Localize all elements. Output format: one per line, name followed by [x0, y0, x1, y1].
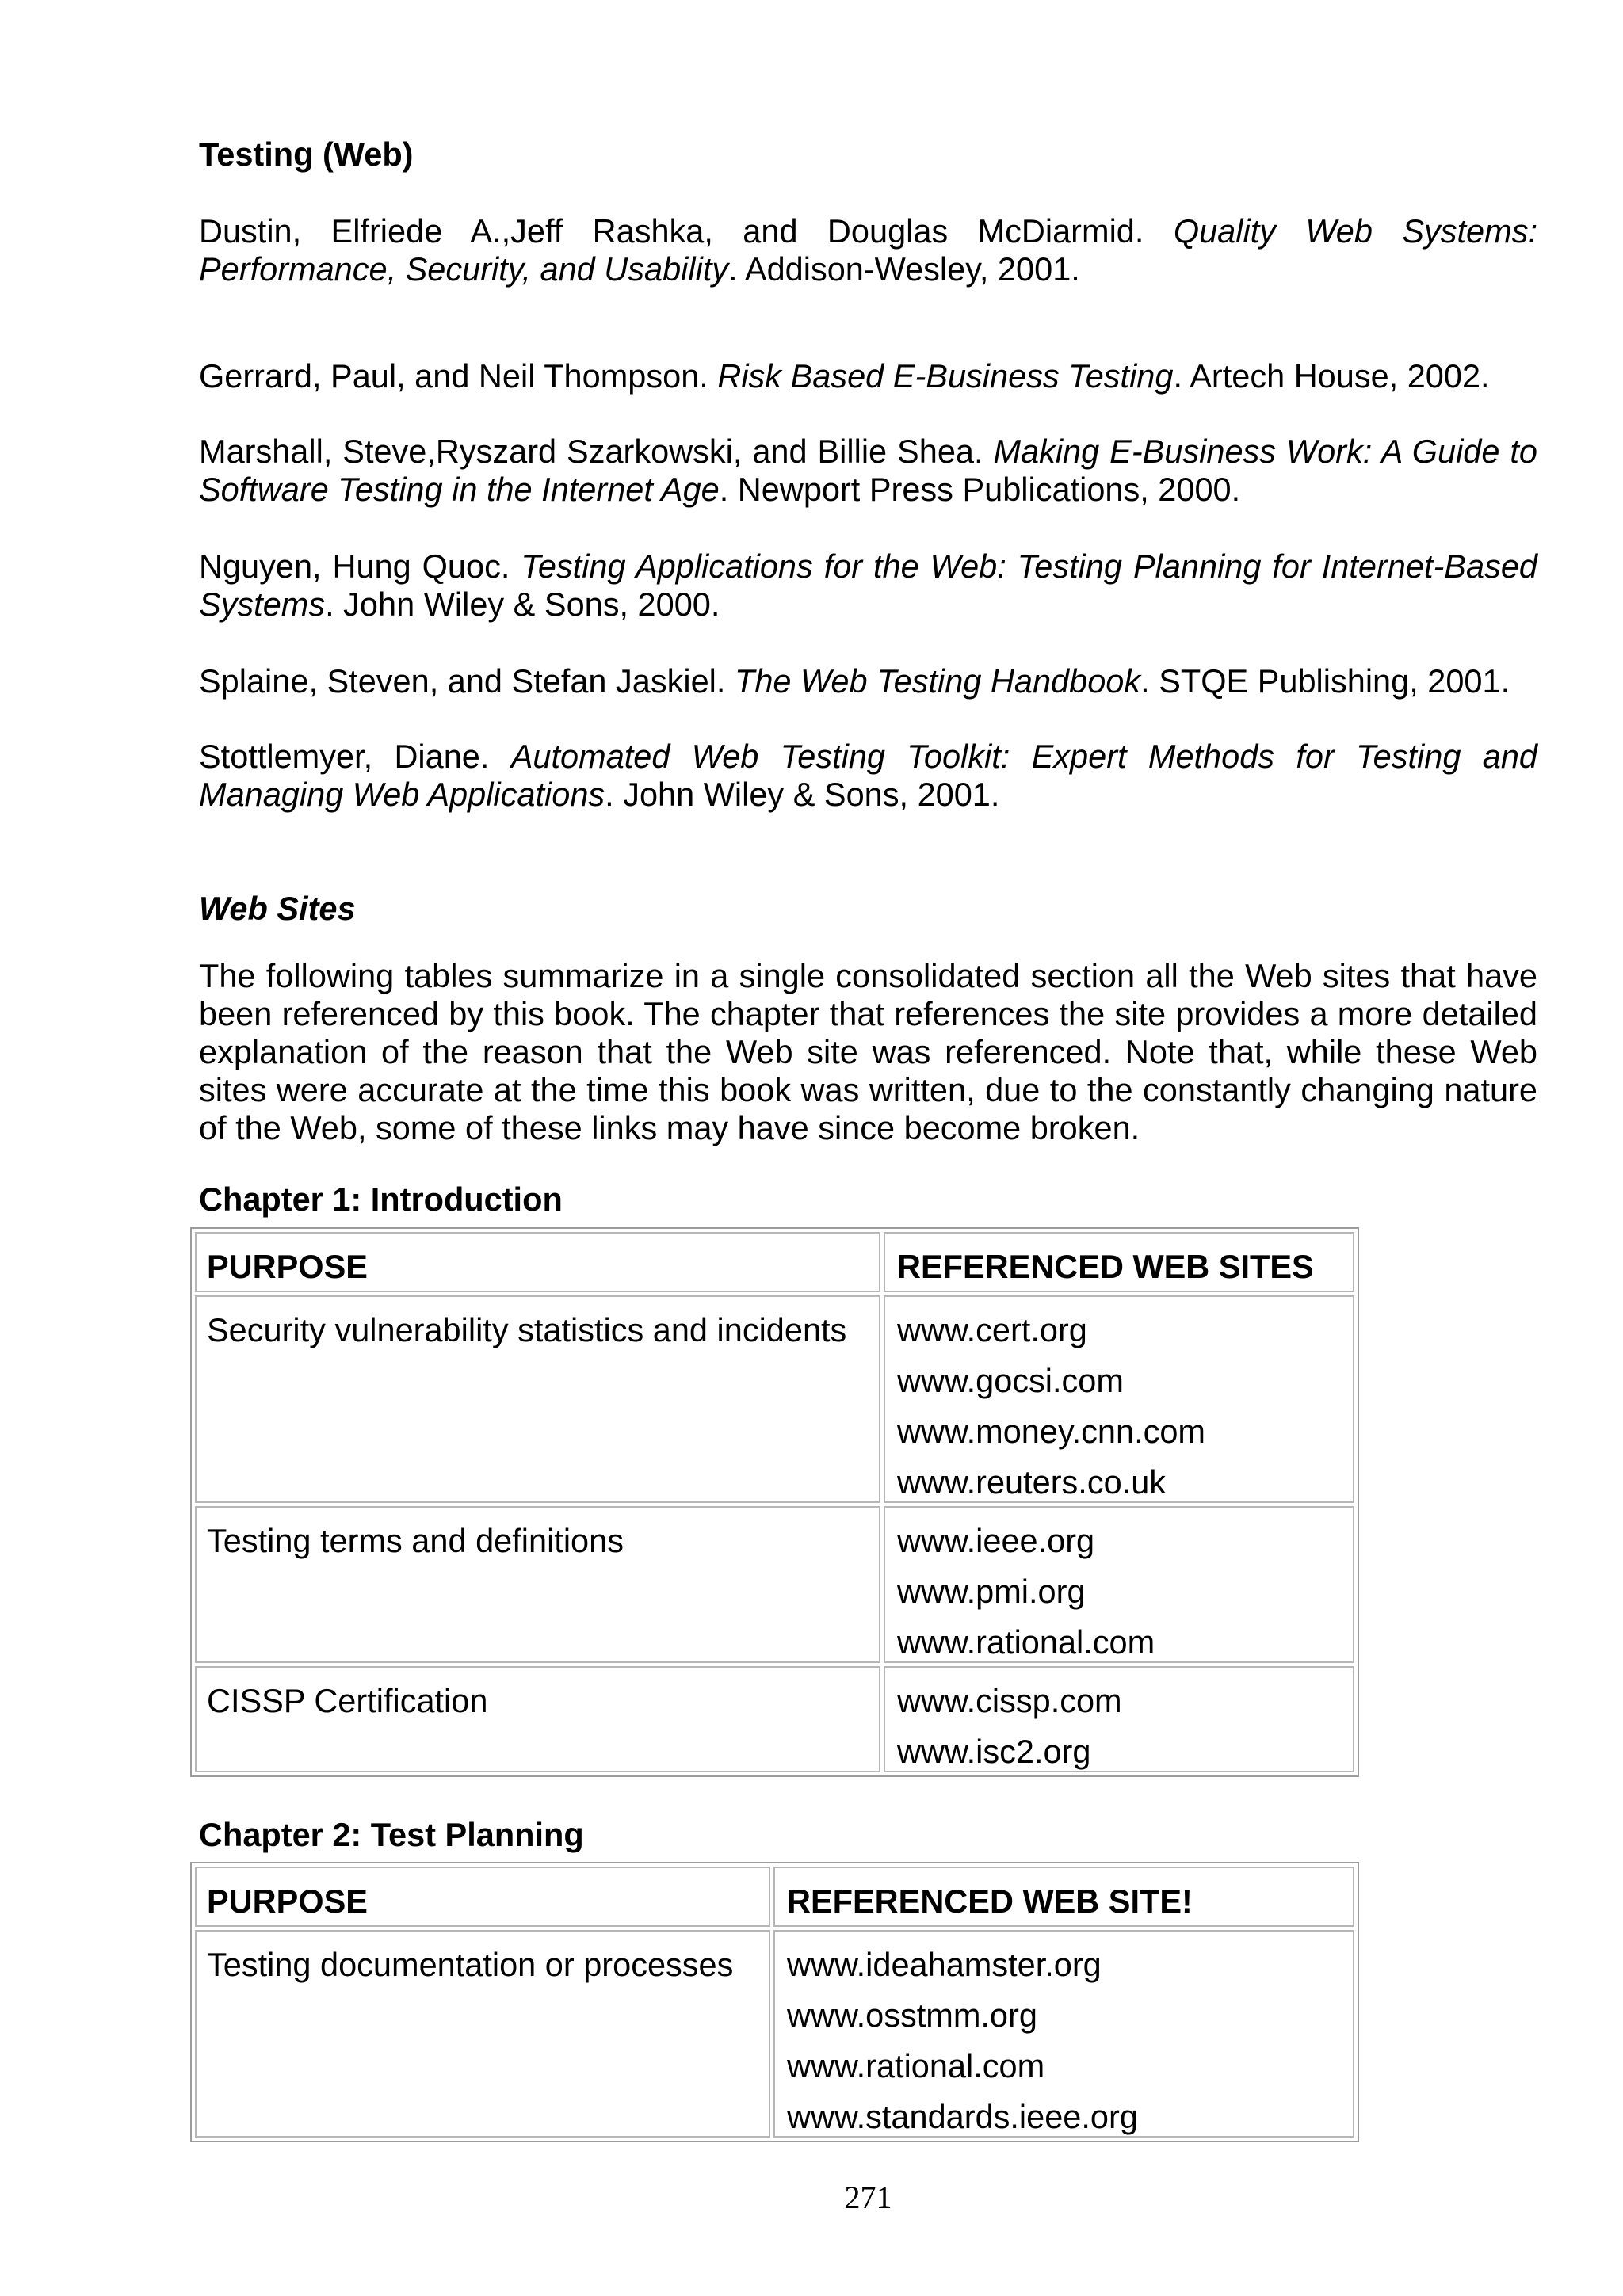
reference-title: Software Testing in the Internet Age — [199, 471, 720, 508]
purpose-cell — [195, 1506, 880, 1663]
reference-publisher: . Addison-Wesley, 2001. — [728, 250, 1080, 288]
column-header-label: PURPOSE — [207, 1248, 368, 1285]
chapter-heading: Chapter 1: Introduction — [199, 1180, 563, 1218]
site-url: www.gocsi.com — [897, 1362, 1124, 1399]
sites-cell — [884, 1506, 1354, 1663]
site-url: www.pmi.org — [897, 1573, 1086, 1610]
reference-line — [199, 471, 1537, 509]
site-url: www.ideahamster.org — [787, 1946, 1102, 1983]
table-row — [195, 1506, 1354, 1663]
sites-cell — [773, 1930, 1354, 2138]
column-header-label: PURPOSE — [207, 1882, 368, 1920]
reference-line — [199, 547, 1537, 585]
chapter-1-websites-table — [190, 1227, 1359, 1777]
intro-paragraph — [199, 957, 1537, 1147]
intro-paragraph-line: explanation of the reason that the Web site was referenced. Note that, while these Web — [199, 1033, 1537, 1070]
purpose-text: Testing documentation or processes — [207, 1946, 734, 1983]
column-header-label: REFERENCED WEB SITE! — [787, 1882, 1193, 1920]
reference-author: Dustin, Elfriede A.,Jeff Rashka, and Douglas McDiarmid. — [199, 212, 1144, 250]
reference-line — [199, 250, 1537, 288]
column-header-label: REFERENCED WEB SITES — [897, 1248, 1314, 1285]
reference-author: Marshall, Steve,Ryszard Szarkowski, and Billie Shea. — [199, 433, 983, 470]
reference-title: Testing Applications for the Web: Testing Planning for Internet-Based — [521, 547, 1537, 585]
sites-column-header — [884, 1232, 1354, 1292]
site-url: www.standards.ieee.org — [787, 2098, 1138, 2135]
purpose-column-header — [195, 1867, 770, 1927]
purpose-cell — [195, 1930, 770, 2138]
reference-title: Quality Web Systems: — [1173, 212, 1537, 250]
intro-paragraph-line: of the Web, some of these links may have since become broken. — [199, 1109, 1140, 1146]
reference-entry — [199, 662, 1537, 700]
site-url: www.cert.org — [897, 1311, 1087, 1348]
site-url: www.osstmm.org — [787, 1997, 1037, 2034]
reference-entry — [199, 738, 1537, 814]
table-header-row — [195, 1867, 1354, 1927]
table-row — [195, 1930, 1354, 2138]
reference-line — [199, 662, 1537, 700]
reference-line — [199, 357, 1537, 395]
reference-title: Automated Web Testing Toolkit: Expert Methods for Testing and — [510, 738, 1537, 775]
reference-publisher: . Newport Press Publications, 2000. — [719, 471, 1241, 508]
purpose-cell — [195, 1666, 880, 1772]
reference-line — [199, 738, 1537, 776]
site-url: www.money.cnn.com — [897, 1413, 1206, 1450]
site-url: www.cissp.com — [897, 1682, 1122, 1719]
purpose-cell — [195, 1295, 880, 1503]
reference-publisher: . John Wiley & Sons, 2000. — [325, 585, 720, 623]
reference-title: Systems — [199, 585, 326, 623]
reference-line — [199, 585, 1537, 624]
reference-author: Stottlemyer, Diane. — [199, 738, 490, 775]
purpose-text: Security vulnerability statistics and incidents — [207, 1311, 847, 1348]
reference-title: Making E-Business Work: A Guide to — [993, 433, 1537, 470]
site-url: www.rational.com — [787, 2047, 1045, 2084]
reference-line — [199, 212, 1537, 250]
reference-title: Risk Based E-Business Testing — [717, 357, 1174, 395]
section-heading-testing-web: Testing (Web) — [199, 135, 414, 173]
site-url: www.isc2.org — [897, 1733, 1091, 1770]
reference-line — [199, 433, 1537, 471]
sites-cell — [884, 1666, 1354, 1772]
reference-author: Gerrard, Paul, and Neil Thompson. — [199, 357, 708, 395]
sites-column-header — [773, 1867, 1354, 1927]
intro-paragraph-line: been referenced by this book. The chapter that references the site provides a more detailed — [199, 995, 1537, 1032]
sites-cell — [884, 1295, 1354, 1503]
site-url: www.ieee.org — [897, 1522, 1095, 1559]
reference-entry — [199, 547, 1537, 624]
reference-title: Managing Web Applications — [199, 776, 605, 813]
reference-title: Performance, Security, and Usability — [199, 250, 729, 288]
purpose-text: Testing terms and definitions — [207, 1522, 624, 1559]
reference-author: Splaine, Steven, and Stefan Jaskiel. — [199, 662, 726, 700]
reference-publisher: . Artech House, 2002. — [1173, 357, 1490, 395]
reference-publisher: . STQE Publishing, 2001. — [1140, 662, 1510, 700]
reference-entry — [199, 212, 1537, 288]
table-header-row — [195, 1232, 1354, 1292]
section-heading-web-sites: Web Sites — [199, 890, 356, 927]
reference-title: The Web Testing Handbook — [734, 662, 1141, 700]
site-url: www.rational.com — [897, 1623, 1155, 1661]
table-row — [195, 1295, 1354, 1503]
site-url: www.reuters.co.uk — [897, 1463, 1167, 1501]
purpose-column-header — [195, 1232, 880, 1292]
reference-author: Nguyen, Hung Quoc. — [199, 547, 510, 585]
chapter-2-websites-table — [190, 1862, 1359, 2142]
intro-paragraph-line: sites were accurate at the time this book was written, due to the constantly changing nature — [199, 1071, 1537, 1108]
reference-entry — [199, 357, 1537, 395]
reference-publisher: . John Wiley & Sons, 2001. — [605, 776, 1000, 813]
purpose-text: CISSP Certification — [207, 1682, 488, 1719]
chapter-heading: Chapter 2: Test Planning — [199, 1816, 584, 1853]
reference-entry — [199, 433, 1537, 509]
intro-paragraph-line: The following tables summarize in a single consolidated section all the Web sites that have — [199, 957, 1537, 994]
reference-line — [199, 776, 1537, 814]
page-number: 271 — [844, 2180, 892, 2215]
table-row — [195, 1666, 1354, 1772]
